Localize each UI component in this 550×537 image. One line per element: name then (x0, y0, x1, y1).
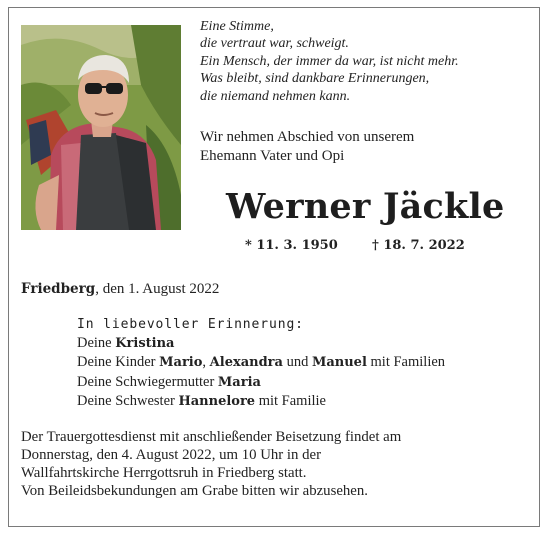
mourner-separator: und (282, 354, 312, 371)
place-name: Friedberg (21, 281, 96, 297)
service-line: Donnerstag, den 4. August 2022, um 10 Uhr in der (21, 447, 322, 463)
farewell-line: Ehemann Vater und Opi (200, 148, 345, 164)
mourner-mother-in-law (77, 373, 527, 392)
mourner-children (77, 353, 527, 372)
mourner-suffix: mit Familie (255, 392, 326, 409)
mourner-prefix: Deine (77, 335, 116, 352)
service-line: Von Beileidsbekundungen am Grabe bitten wir abzusehen. (21, 483, 368, 499)
mourner-name: Alexandra (209, 355, 283, 371)
poem-line: die vertraut war, schweigt. (200, 36, 349, 52)
poem-line: Eine Stimme, (200, 19, 274, 34)
death-date: † 18. 7. 2022 (372, 238, 465, 253)
poem-line: Ein Mensch, der immer da war, ist nicht mehr. (200, 53, 459, 69)
deceased-name: Werner Jäckle (226, 186, 505, 227)
mourners-list (77, 316, 527, 411)
service-announcement (21, 428, 526, 500)
mourner-prefix: Deine Schwiegermutter (77, 373, 218, 390)
farewell-line: Wir nehmen Abschied von unserem (200, 129, 415, 145)
mourner-prefix: Deine Schwester (77, 392, 179, 409)
mourner-name: Maria (217, 374, 261, 390)
mourner-name: Mario (159, 355, 203, 371)
memorial-poem (200, 18, 525, 105)
farewell-text (200, 128, 525, 166)
place-and-date (21, 281, 219, 298)
mourner-suffix: mit Familien (366, 354, 446, 371)
service-line: Wallfahrtskirche Herrgottsruh in Friedberg statt. (21, 465, 307, 481)
mourner-name: Manuel (311, 355, 367, 371)
notice-date: , den 1. August 2022 (95, 281, 220, 297)
service-line: Der Trauergottesdienst mit anschließender Beisetzung findet am (21, 429, 402, 445)
memorial-intro: In liebevoller Erinnerung: (77, 317, 304, 332)
mourner-name: Kristina (115, 336, 175, 352)
mourner-prefix: Deine Kinder (77, 354, 160, 371)
mourner-wife (77, 334, 527, 353)
portrait-photo (21, 25, 181, 230)
mourner-separator: , (202, 354, 210, 371)
poem-line: die niemand nehmen kann. (200, 88, 351, 104)
poem-line: Was bleibt, sind dankbare Erinnerungen, (200, 71, 430, 87)
birth-date: * 11. 3. 1950 (245, 238, 338, 253)
mourner-sister (77, 392, 527, 411)
mourner-name: Hannelore (178, 393, 256, 409)
